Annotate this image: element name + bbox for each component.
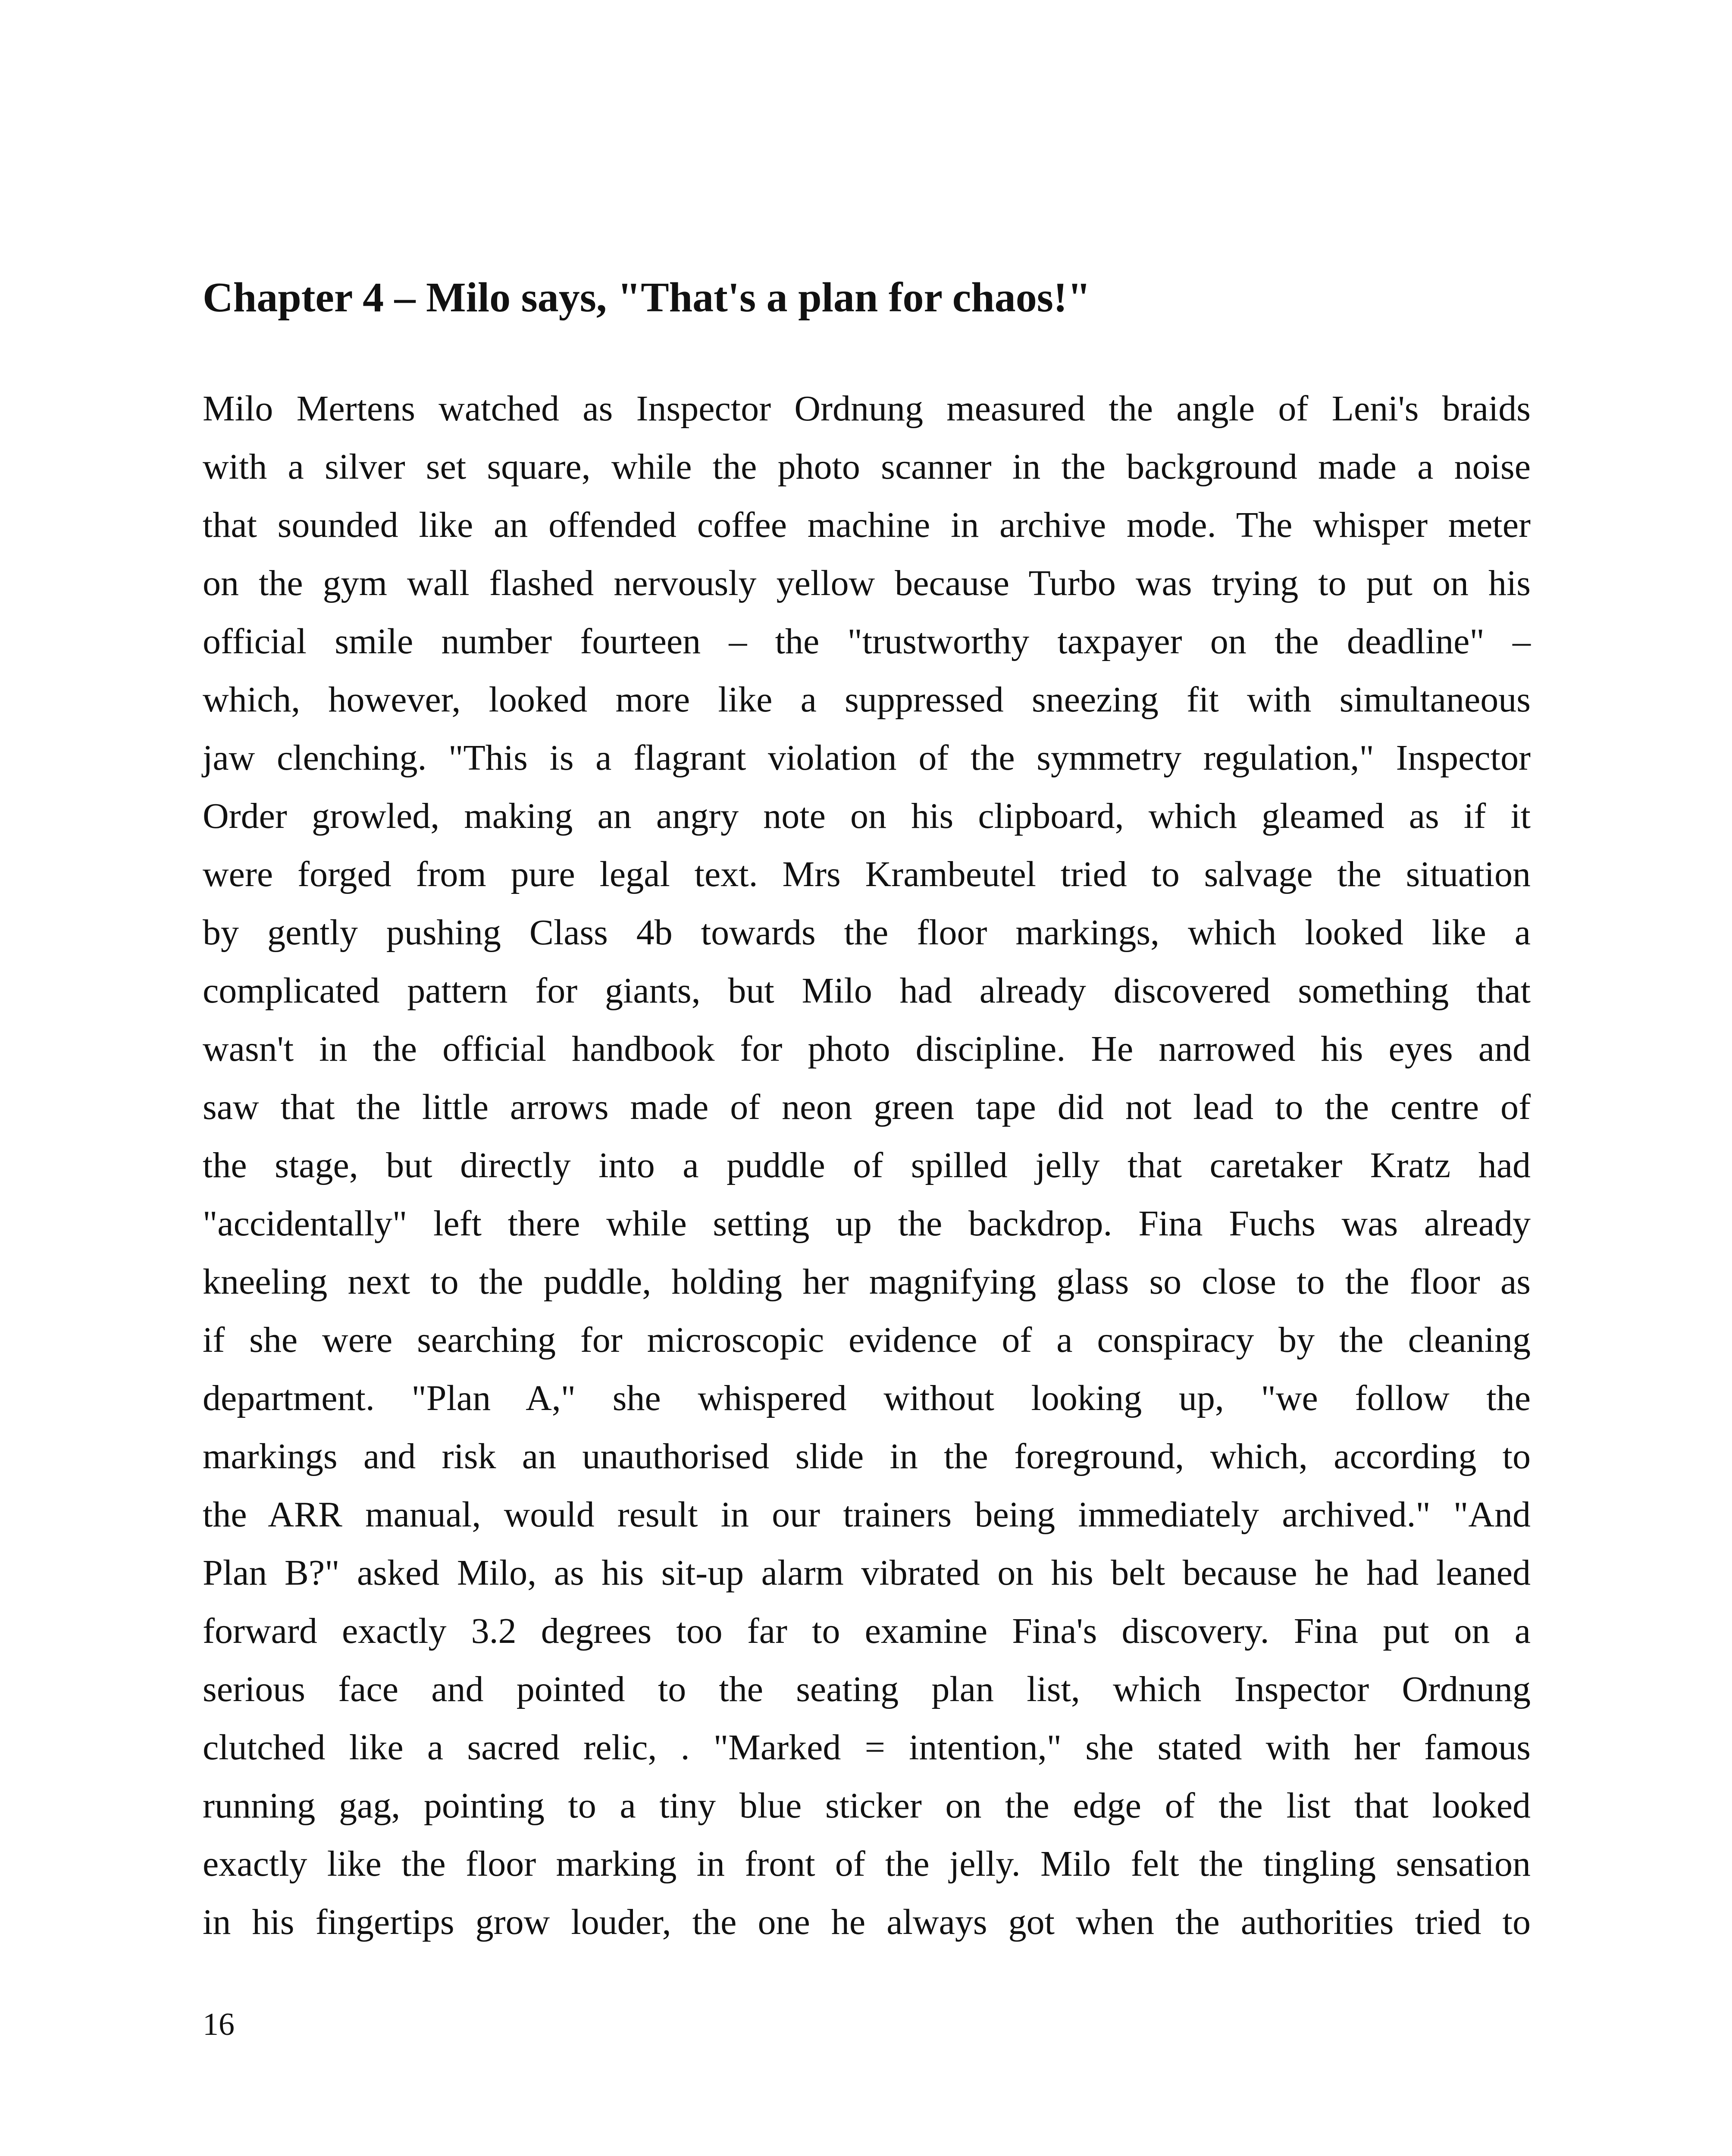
chapter-title: Chapter 4 – Milo says, "That's a plan for chaos!" bbox=[203, 274, 1091, 321]
text-line: the stage, but directly into a puddle of spilled jelly that caretaker Kratz had bbox=[203, 1145, 1531, 1185]
text-line: running gag, pointing to a tiny blue sticker on the edge of the list that looked bbox=[203, 1786, 1531, 1826]
text-line: wasn't in the official handbook for photo discipline. He narrowed his eyes and bbox=[203, 1029, 1531, 1069]
text-line: official smile number fourteen – the "trustworthy taxpayer on the deadline" – bbox=[203, 621, 1531, 661]
text-line: if she were searching for microscopic evidence of a conspiracy by the cleaning bbox=[203, 1320, 1531, 1360]
text-line: by gently pushing Class 4b towards the floor markings, which looked like a bbox=[203, 912, 1531, 953]
text-line: clutched like a sacred relic, . "Marked = intention," she stated with her famous bbox=[203, 1727, 1531, 1767]
text-line: on the gym wall flashed nervously yellow because Turbo was trying to put on his bbox=[203, 563, 1531, 603]
text-line: which, however, looked more like a suppressed sneezing fit with simultaneous bbox=[203, 680, 1531, 720]
text-line: forward exactly 3.2 degrees too far to examine Fina's discovery. Fina put on a bbox=[203, 1611, 1531, 1651]
text-line: saw that the little arrows made of neon green tape did not lead to the centre of bbox=[203, 1087, 1531, 1127]
text-line: the ARR manual, would result in our trainers being immediately archived." "And bbox=[203, 1495, 1531, 1535]
body-text bbox=[203, 379, 1531, 1951]
text-line: Order growled, making an angry note on his clipboard, which gleamed as if it bbox=[203, 796, 1531, 836]
text-line: with a silver set square, while the photo scanner in the background made a noise bbox=[203, 447, 1531, 487]
page-number: 16 bbox=[203, 2007, 235, 2042]
text-line: in his fingertips grow louder, the one he always got when the authorities tried to bbox=[203, 1902, 1531, 1942]
text-line: department. "Plan A," she whispered without looking up, "we follow the bbox=[203, 1378, 1531, 1418]
text-line: Milo Mertens watched as Inspector Ordnung measured the angle of Leni's braids bbox=[203, 389, 1531, 429]
text-line: kneeling next to the puddle, holding her magnifying glass so close to the floor as bbox=[203, 1262, 1531, 1302]
text-line: that sounded like an offended coffee machine in archive mode. The whisper meter bbox=[203, 505, 1531, 545]
text-line: markings and risk an unauthorised slide in the foreground, which, according to bbox=[203, 1436, 1531, 1476]
text-line: exactly like the floor marking in front of the jelly. Milo felt the tingling sensation bbox=[203, 1844, 1531, 1884]
text-line: "accidentally" left there while setting up the backdrop. Fina Fuchs was already bbox=[203, 1203, 1531, 1244]
text-line: complicated pattern for giants, but Milo had already discovered something that bbox=[203, 971, 1531, 1011]
text-line: serious face and pointed to the seating plan list, which Inspector Ordnung bbox=[203, 1669, 1531, 1709]
text-line: Plan B?" asked Milo, as his sit-up alarm vibrated on his belt because he had leaned bbox=[203, 1553, 1531, 1593]
text-line: were forged from pure legal text. Mrs Krambeutel tried to salvage the situation bbox=[203, 854, 1531, 894]
text-line: jaw clenching. "This is a flagrant violation of the symmetry regulation," Inspector bbox=[203, 738, 1531, 778]
